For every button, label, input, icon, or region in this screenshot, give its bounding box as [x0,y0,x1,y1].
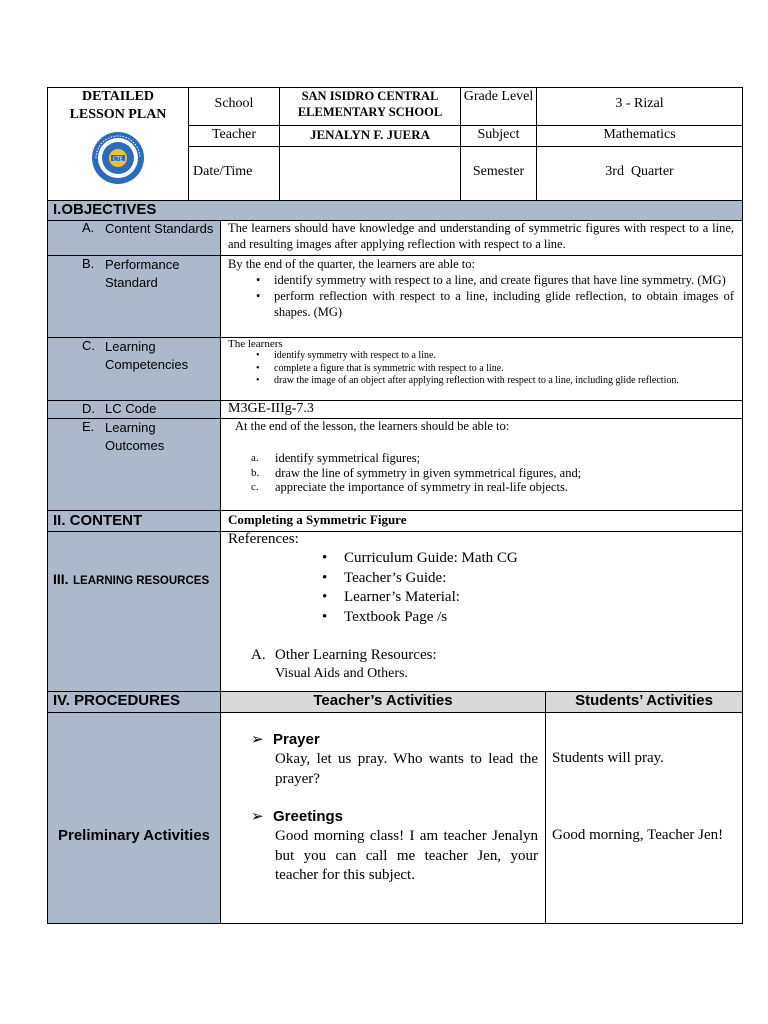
references-list [322,549,682,627]
prayer-title: ➢ Prayer [251,731,320,748]
list-item: • Curriculum Guide: Math CG [322,549,682,569]
content-standards-marker: A. [82,220,95,235]
subject-label: Subject [477,127,520,142]
list-item: • identify symmetry with respect to a line. [256,350,722,363]
arrow-bullet-icon: ➢ [251,731,264,748]
learning-outcomes-label: Learning Outcomes [105,420,165,453]
other-resources-label: Other Learning Resources: [275,647,437,663]
semester-value: 3rd Quarter [605,164,674,179]
performance-standard-label: Performance Standard [105,257,180,290]
greetings-title: ➢ Greetings [251,808,344,825]
prayer-teacher-text: Okay, let us pray. Who wants to lead the prayer? [275,751,538,787]
list-item: • perform reflection with respect to a line, including glide reflection, to obtain images of shapes. (MG) [256,288,734,320]
learning-competencies-intro: The learners [228,338,283,350]
procedures-label-column [48,692,220,924]
preliminary-activities-label: Preliminary Activities [57,827,210,844]
list-item: • Teacher’s Guide: [322,569,682,589]
content-standards-text: The learners should have knowledge and understanding of symmetric figures with respect to a line, and resulting images after applying reflection with respect to a line. [228,221,734,251]
other-resources-marker: A. [251,647,266,663]
semester-label: Semester [472,164,525,179]
content-value: Completing a Symmetric Figure [228,512,407,527]
learning-competencies-list [256,350,722,388]
content-standards-label: Content Standards [105,221,214,236]
lc-code-value: M3GE-IIIg-7.3 [228,401,314,416]
performance-standard-list [256,272,734,320]
list-item: c. appreciate the importance of symmetry in real-life objects. [251,480,568,494]
performance-standard-intro: By the end of the quarter, the learners are able to: [228,257,475,271]
learning-outcomes-marker: E. [82,419,95,434]
objectives-heading: I.OBJECTIVES [53,201,157,218]
learning-resources-heading: III. LEARNING RESOURCES [53,571,210,587]
other-resources-value: Visual Aids and Others. [275,666,408,681]
learning-competencies-label: Learning Competencies [105,339,189,372]
prayer-student-text: Students will pray. [552,750,664,766]
teacher-activities-header: Teacher’s Activities [313,692,453,709]
greetings-teacher-text: Good morning class! I am teacher Jenalyn but you can call me teacher Jen, your teacher for this subject. [275,828,538,883]
learning-competencies-marker: C. [82,338,95,353]
svg-text:CTE: CTE [113,156,123,163]
learning-outcomes-list [251,451,731,495]
list-item: • complete a figure that is symmetric with respect to a line. [256,363,722,376]
school-label: School [214,96,254,111]
grade-label: Grade Level [463,89,534,104]
list-item: • Learner’s Material: [322,588,682,608]
list-item: b. draw the line of symmetry in given symmetrical figures, and; [251,465,582,480]
learning-outcomes-intro: At the end of the lesson, the learners should be able to: [235,419,510,433]
students-activities-header: Students’ Activities [575,692,713,709]
references-label: References: [228,531,299,547]
teacher-value: JENALYN F. JUERA [309,127,431,142]
arrow-bullet-icon: ➢ [251,808,264,825]
content-heading: II. CONTENT [53,512,143,529]
list-item: • identify symmetry with respect to a line, and create figures that have line symmetry. (MG) [256,272,734,288]
content-label-column [48,510,220,692]
lc-code-label: LC Code [105,401,157,416]
grade-value: 3 - Rizal [615,96,664,111]
datetime-label: Date/Time [193,164,253,179]
greetings-student-text: Good morning, Teacher Jen! [552,827,724,843]
school-value: SAN ISIDRO CENTRAL ELEMENTARY SCHOOL [297,89,443,119]
subject-value: Mathematics [603,127,676,142]
lesson-plan-title: DETAILED LESSON PLAN [69,89,167,122]
list-item: a. identify symmetrical figures; [251,451,421,465]
list-item: • Textbook Page /s [322,608,682,628]
college-logo [88,131,148,185]
performance-standard-marker: B. [82,256,95,271]
procedures-heading: IV. PROCEDURES [53,692,180,709]
lc-code-marker: D. [82,401,95,416]
list-item: • draw the image of an object after applying reflection with respect to a line, including glide reflection. [256,375,722,388]
teacher-label: Teacher [211,127,257,142]
